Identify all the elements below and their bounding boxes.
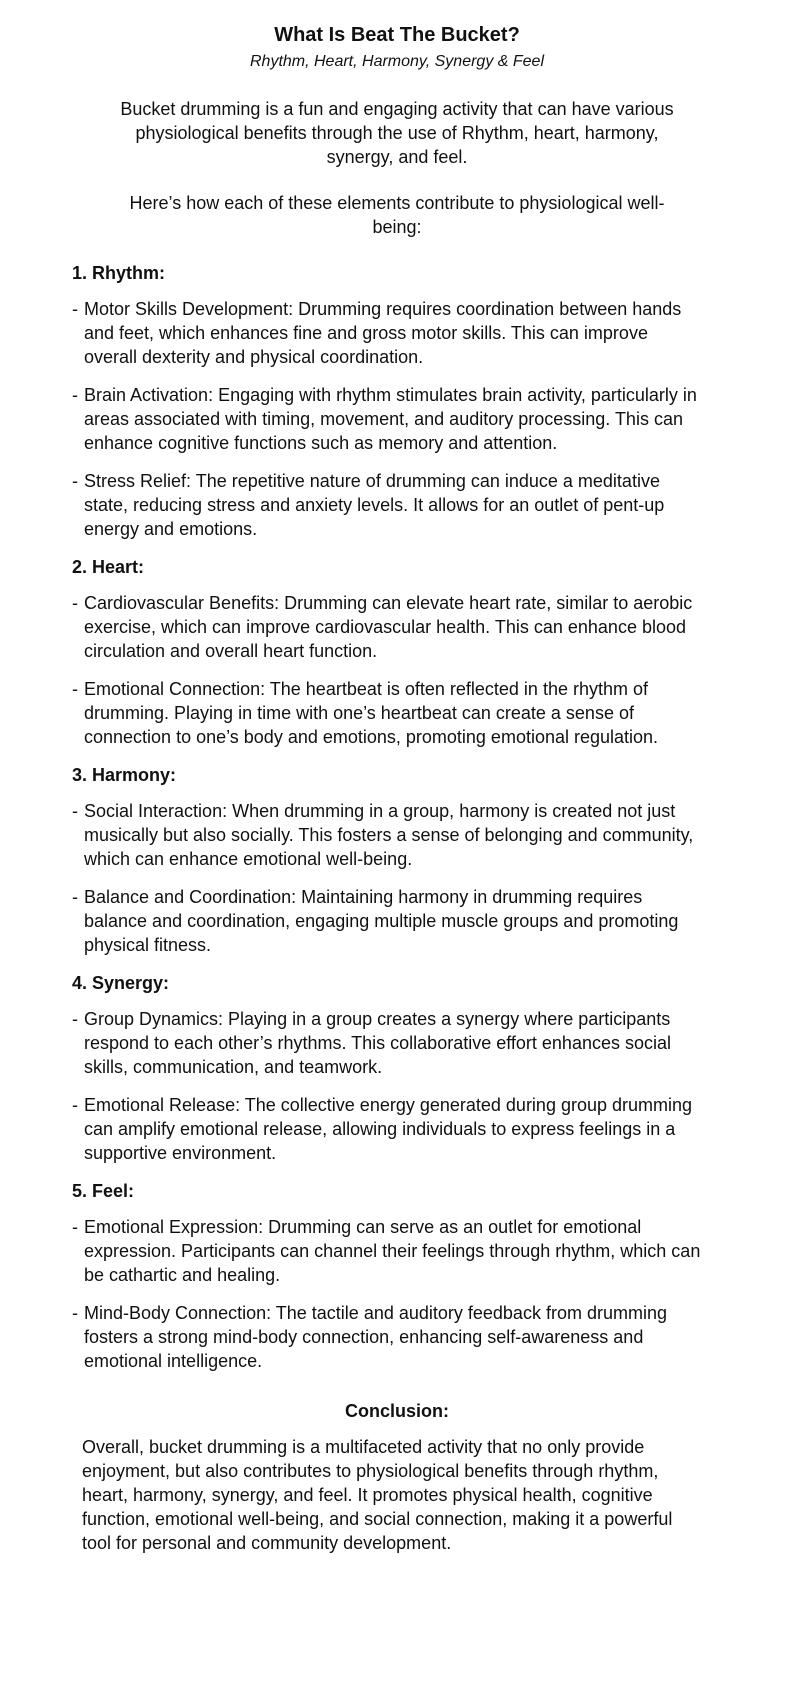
intro	[117, 97, 677, 239]
bullet-marker: -	[72, 679, 78, 699]
section-feel	[72, 1179, 754, 1373]
list-item-text: Cardiovascular Benefits: Drumming can elevate heart rate, similar to aerobic exercise, which can improve cardiovascular health. This can enhance blood circulation and overall heart function.	[84, 593, 693, 661]
list-item-text: Social Interaction: When drumming in a group, harmony is created not just musically but also socially. This fosters a sense of belonging and community, which can enhance emotional well-being.	[84, 801, 694, 869]
list-item-text: Balance and Coordination: Maintaining harmony in drumming requires balance and coordination, engaging multiple muscle groups and promoting physical fitness.	[84, 887, 679, 955]
list-item	[72, 1093, 704, 1165]
conclusion-body: Overall, bucket drumming is a multifaceted activity that no only provide enjoyment, but also contributes to physiological benefits through rhythm, heart, harmony, synergy, and feel. It promotes physical health, cognitive function, emotional well-being, and social connection, making it a powerful tool for personal and community development.	[82, 1437, 673, 1553]
list-item	[72, 677, 704, 749]
section-heading: 1. Rhythm:	[72, 263, 166, 283]
bullet-marker: -	[72, 887, 78, 907]
list-item	[72, 297, 704, 369]
section-heading: 5. Feel:	[72, 1181, 135, 1201]
bullet-marker: -	[72, 385, 78, 405]
section-rhythm	[72, 261, 754, 541]
section-heading: 4. Synergy:	[72, 973, 170, 993]
section-harmony	[72, 763, 754, 957]
section-synergy	[72, 971, 754, 1165]
list-item-text: Stress Relief: The repetitive nature of drumming can induce a meditative state, reducing stress and anxiety levels. It allows for an outlet of pent-up energy and emotions.	[84, 471, 665, 539]
list-item-text: Mind-Body Connection: The tactile and auditory feedback from drumming fosters a strong mind-body connection, enhancing self-awareness and emotional intelligence.	[84, 1303, 667, 1371]
list-item	[72, 1215, 704, 1287]
section-heart	[72, 555, 754, 749]
section-heading: 2. Heart:	[72, 557, 145, 577]
list-item-text: Emotional Connection: The heartbeat is often reflected in the rhythm of drumming. Playing in time with one’s heartbeat can create a sense of connection to one’s body and emotions, promoting emotional regulation.	[84, 679, 659, 747]
bullet-marker: -	[72, 593, 78, 613]
list-item-text: Emotional Release: The collective energy generated during group drumming can amplify emotional release, allowing individuals to express feelings in a supportive environment.	[84, 1095, 693, 1163]
section-heading: 3. Harmony:	[72, 765, 177, 785]
list-item	[72, 799, 704, 871]
list-item	[72, 1007, 704, 1079]
bullet-marker: -	[72, 1009, 78, 1029]
intro-paragraph: Here’s how each of these elements contribute to physiological well-being:	[129, 193, 665, 237]
page-title: What Is Beat The Bucket?	[274, 24, 520, 46]
list-item	[72, 591, 704, 663]
list-item	[72, 885, 704, 957]
bullet-marker: -	[72, 1095, 78, 1115]
bullet-marker: -	[72, 801, 78, 821]
page-subtitle: Rhythm, Heart, Harmony, Synergy & Feel	[249, 53, 545, 70]
list-item	[72, 383, 704, 455]
bullet-marker: -	[72, 1303, 78, 1323]
intro-paragraph: Bucket drumming is a fun and engaging activity that can have various physiological benefits through the use of Rhythm, heart, harmony, synergy, and feel.	[120, 99, 674, 167]
list-item-text: Emotional Expression: Drumming can serve as an outlet for emotional expression. Participants can channel their feelings through rhythm, which can be cathartic and healing.	[84, 1217, 701, 1285]
bullet-marker: -	[72, 1217, 78, 1237]
bullet-marker: -	[72, 471, 78, 491]
conclusion-heading: Conclusion:	[345, 1401, 449, 1421]
list-item-text: Brain Activation: Engaging with rhythm stimulates brain activity, particularly in areas associated with timing, movement, and auditory processing. This can enhance cognitive functions such as memory and attention.	[84, 385, 697, 453]
list-item	[72, 469, 704, 541]
list-item	[72, 1301, 704, 1373]
bullet-marker: -	[72, 299, 78, 319]
list-item-text: Group Dynamics: Playing in a group creates a synergy where participants respond to each other’s rhythms. This collaborative effort enhances social skills, communication, and teamwork.	[84, 1009, 671, 1077]
sections	[0, 261, 794, 1373]
list-item-text: Motor Skills Development: Drumming requires coordination between hands and feet, which enhances fine and gross motor skills. This can improve overall dexterity and physical coordination.	[84, 299, 682, 367]
